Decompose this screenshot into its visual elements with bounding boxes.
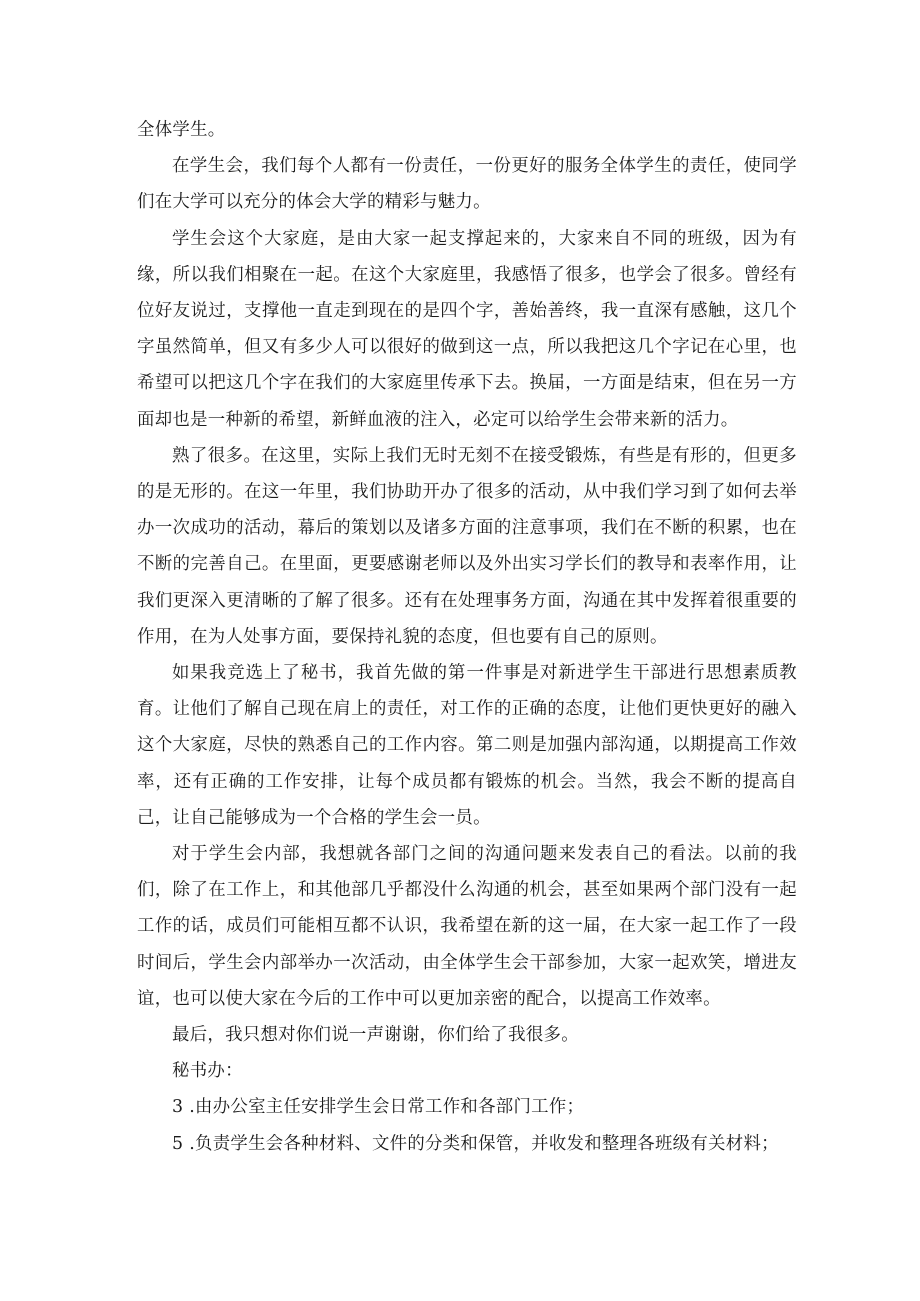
document-body <box>137 112 797 1162</box>
list-item-text: .负责学生会各种材料、文件的分类和保管，并收发和整理各班级有关材料； <box>189 1133 779 1154</box>
list-item-number: 3 <box>172 1097 184 1118</box>
paragraph-6: 对于学生会内部，我想就各部门之间的沟通问题来发表自己的看法。以前的我们，除了在工作上，和其他部几乎都没什么沟通的机会，甚至如果两个部门没有一起工作的话，成员们可能相互都不认识，我希望在新的这一届，在大家一起工作了一段时间后，学生会内部举办一次活动，由全体学生会干部参加，大家一起欢笑，增进友谊，也可以使大家在今后的工作中可以更加亲密的配合，以提高工作效率。 <box>137 844 797 1009</box>
paragraph-4: 熟了很多。在这里，实际上我们无时无刻不在接受锻炼，有些是有形的，但更多的是无形的。在这一年里，我们协助开办了很多的活动，从中我们学习到了如何去举办一次成功的活动，幕后的策划以及诸多方面的注意事项，我们在不断的积累，也在不断的完善自己。在里面，更要感谢老师以及外出实习学长们的教导和表率作用，让我们更深入更清晰的了解了很多。还有在处理事务方面，沟通在其中发挥着很重要的作用，在为人处事方面，要保持礼貌的态度，但也要有自己的原则。 <box>137 445 797 647</box>
paragraph-7: 最后，我只想对你们说一声谢谢，你们给了我很多。 <box>172 1025 579 1046</box>
list-item-text: .由办公室主任安排学生会日常工作和各部门工作； <box>189 1097 585 1118</box>
list-item-number: 5 <box>172 1133 184 1154</box>
paragraph-1: 全体学生。 <box>137 120 226 140</box>
list-item-1 <box>137 1089 797 1125</box>
paragraph-2: 在学生会，我们每个人都有一份责任，一份更好的服务全体学生的责任，使同学们在大学可以充分的体会大学的精彩与魅力。 <box>137 156 797 213</box>
list-item-2 <box>137 1126 797 1162</box>
paragraph-5: 如果我竞选上了秘书，我首先做的第一件事是对新进学生干部进行思想素质教育。让他们了解自己现在肩上的责任，对工作的正确的态度，让他们更快更好的融入这个大家庭，尽快的熟悉自己的工作内容。第二则是加强内部沟通，以期提高工作效率，还有正确的工作安排，让每个成员都有锻炼的机会。当然，我会不断的提高自己，让自己能够成为一个合格的学生会一员。 <box>137 663 797 828</box>
paragraph-8: 秘书办： <box>172 1061 243 1082</box>
paragraph-3: 学生会这个大家庭，是由大家一起支撑起来的，大家来自不同的班级，因为有缘，所以我们相聚在一起。在这个大家庭里，我感悟了很多，也学会了很多。曾经有位好友说过，支撑他一直走到现在的是四个字，善始善终，我一直深有感触，这几个字虽然简单，但又有多少人可以很好的做到这一点，所以我把这几个字记在心里，也希望可以把这几个字在我们的大家庭里传承下去。换届，一方面是结束，但在另一方面却也是一种新的希望，新鲜血液的注入，必定可以给学生会带来新的活力。 <box>137 228 797 430</box>
